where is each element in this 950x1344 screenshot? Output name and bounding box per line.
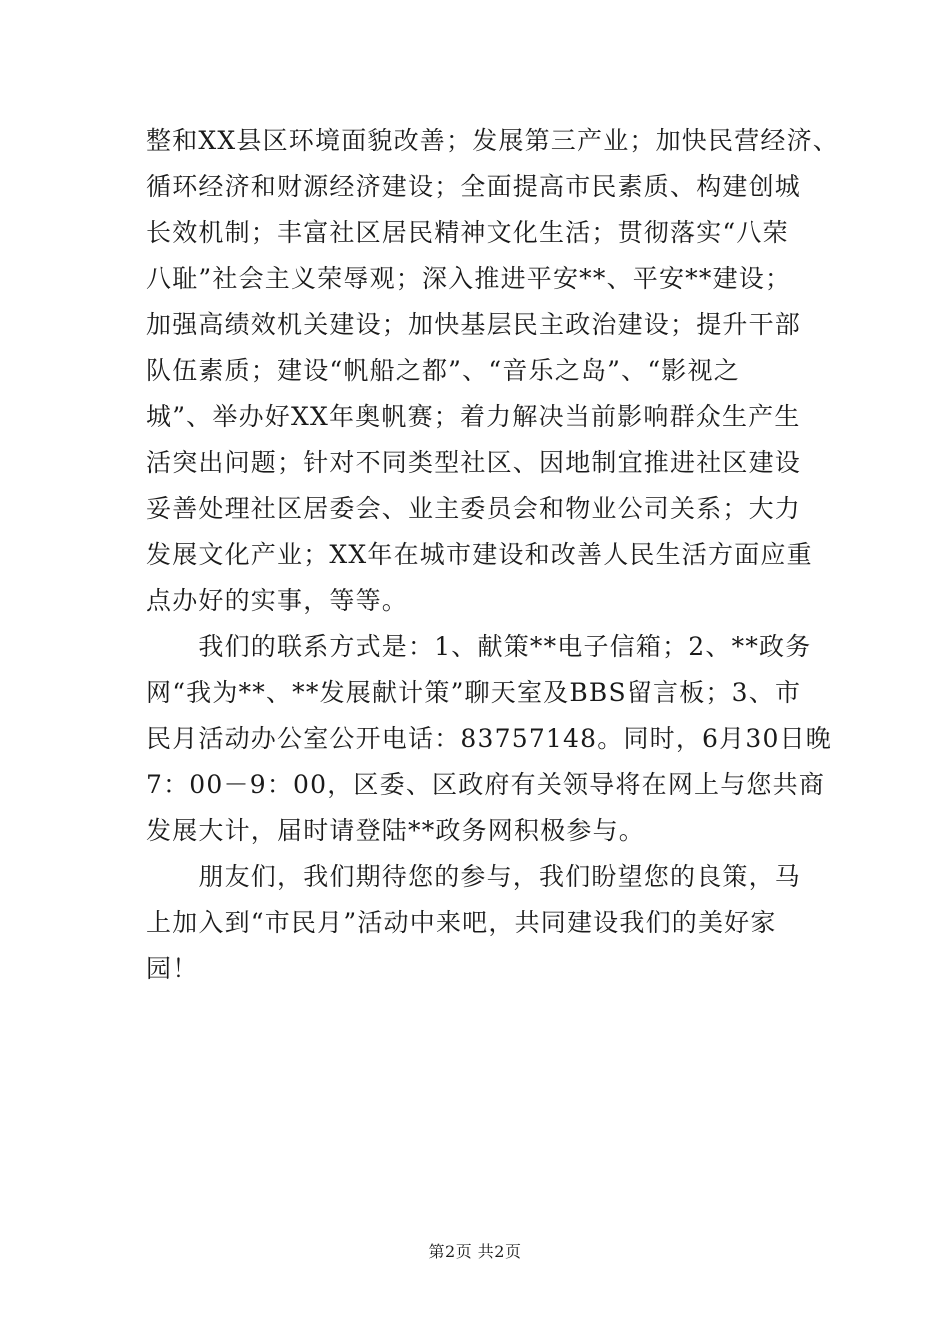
text-line: 上加入到“市民月”活动中来吧，共同建设我们的美好家 [146, 908, 777, 937]
text-line: 加强高绩效机关建设；加快基层民主政治建设；提升干部 [146, 310, 802, 339]
text-line: 发展文化产业；XX年在城市建设和改善人民生活方面应重 [146, 540, 813, 569]
text-line: 民月活动办公室公开电话：83757148。同时，6月30日晚 [146, 724, 832, 753]
text-line: 活突出问题；针对不同类型社区、因地制宜推进社区建设 [146, 448, 802, 477]
text-line: 八耻”社会主义荣辱观；深入推进平安**、平安**建设； [146, 264, 792, 293]
page-footer [0, 1240, 950, 1264]
text-line: 队伍素质；建设“帆船之都”、“音乐之岛”、“影视之 [146, 356, 740, 385]
text-line: 循环经济和财源经济建设；全面提高市民素质、构建创城 [146, 172, 802, 201]
text-line: 长效机制；丰富社区居民精神文化生活；贯彻落实“八荣 [146, 218, 789, 247]
text-line: 网“我为**、**发展献计策”聊天室及BBS留言板；3、市 [146, 678, 802, 707]
text-line: 发展大计，届时请登陆**政务网积极参与。 [146, 816, 646, 845]
text-line: 园！ [146, 954, 199, 983]
document-body [146, 118, 839, 992]
text-line: 我们的联系方式是：1、献策**电子信箱；2、**政务 [146, 632, 812, 661]
page-number: 第2页 共2页 [428, 1242, 522, 1261]
text-line: 点办好的实事，等等。 [146, 586, 409, 615]
text-line: 妥善处理社区居委会、业主委员会和物业公司关系；大力 [146, 494, 802, 523]
text-line: 城”、举办好XX年奥帆赛；着力解决当前影响群众生产生 [146, 402, 801, 431]
text-line: 朋友们，我们期待您的参与，我们盼望您的良策，马 [146, 862, 802, 891]
text-line: 整和XX县区环境面貌改善；发展第三产业；加快民营经济、 [146, 126, 839, 155]
text-line: 7：00－9：00，区委、区政府有关领导将在网上与您共商 [146, 770, 826, 799]
